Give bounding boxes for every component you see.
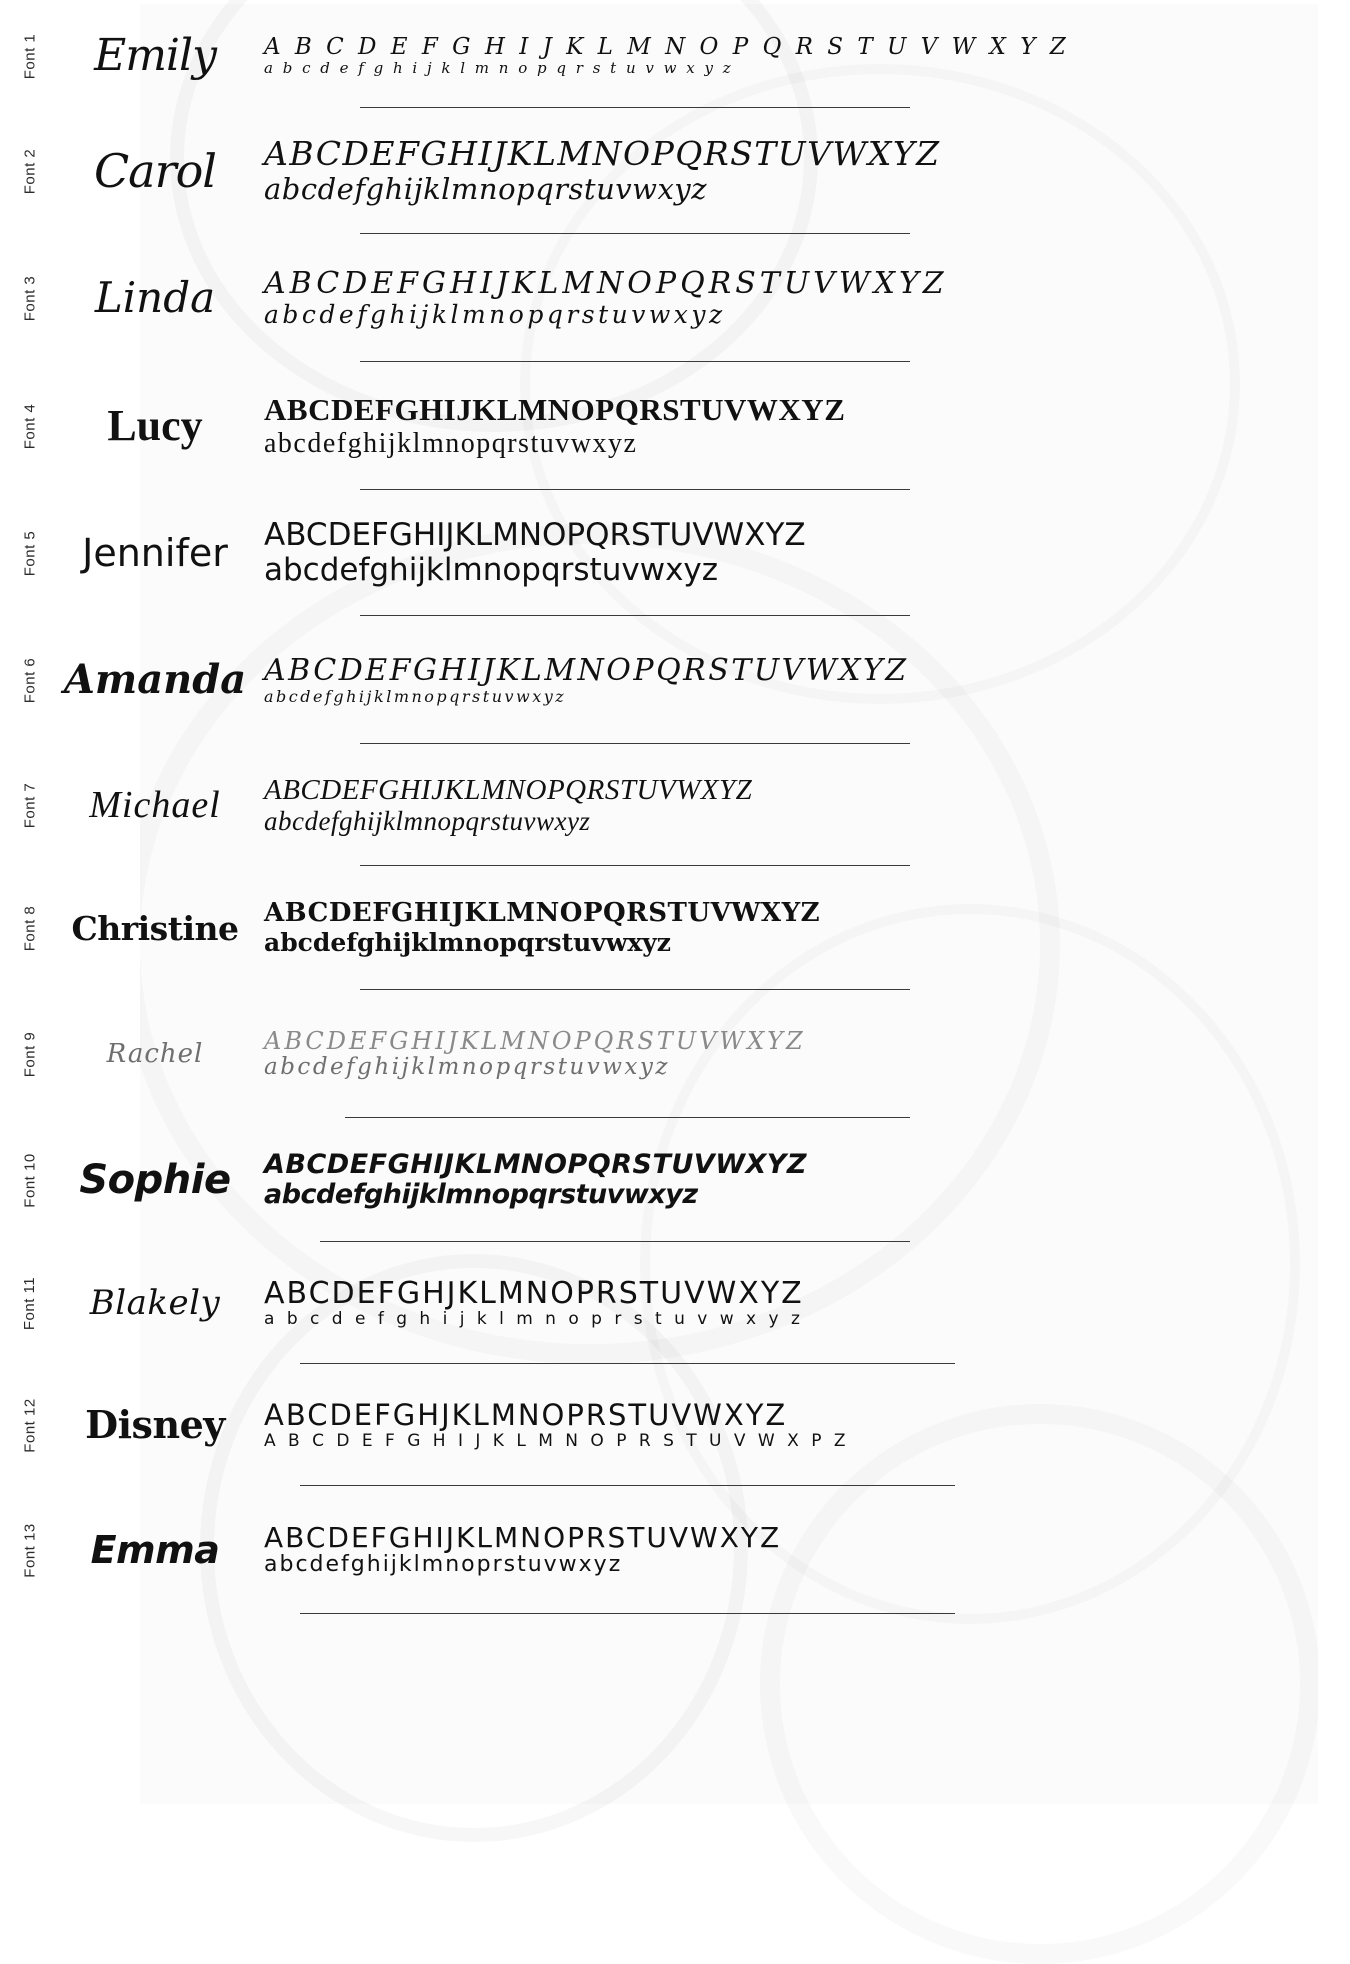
font-index: Font 6 [21, 657, 39, 703]
font-sample-name: Sophie [79, 1157, 231, 1203]
font-row[interactable] [0, 4, 1350, 108]
uppercase-alphabet: ABCDEFGHJKLMNOPRSTUVWXYZ [264, 1399, 788, 1433]
font-sample-name: Linda [94, 273, 216, 322]
font-row[interactable] [0, 1364, 1350, 1486]
font-alphabet-block [250, 1150, 1350, 1210]
font-index: Font 9 [21, 1031, 39, 1077]
lowercase-alphabet: abcdefghijklmnopqrstuvwxyz [264, 686, 567, 706]
font-row[interactable] [0, 108, 1350, 234]
font-index: Font 5 [21, 530, 39, 576]
font-alphabet-block [250, 35, 1350, 78]
font-alphabet-block [250, 1522, 1350, 1578]
font-index: Font 2 [21, 148, 39, 194]
font-sample-name: Blakely [89, 1283, 221, 1323]
font-index: Font 4 [21, 403, 39, 449]
font-row[interactable] [0, 1242, 1350, 1364]
lowercase-alphabet: abcdefghijklmnopqrstuvwxyz [264, 1179, 698, 1210]
font-alphabet-block [250, 654, 1350, 706]
font-row[interactable] [0, 744, 1350, 866]
font-chart-sheet [0, 4, 1350, 1804]
font-alphabet-block [250, 518, 1350, 587]
font-index: Font 12 [21, 1397, 39, 1453]
font-list [0, 4, 1350, 1614]
font-alphabet-block [250, 774, 1350, 837]
row-divider [300, 1613, 955, 1614]
lowercase-alphabet: abcdefghijklmnopqrstuvwxyz [264, 927, 671, 957]
font-sample-name: Lucy [107, 401, 203, 450]
font-row[interactable] [0, 866, 1350, 990]
uppercase-alphabet: ABCDEFGHIJKLMNOPQRSTUVWXYZ [264, 773, 753, 806]
font-sample-name: Rachel [106, 1039, 204, 1069]
lowercase-alphabet: abcdefghijklmnopqrstuvwxyz [264, 299, 726, 329]
font-alphabet-block [250, 267, 1350, 329]
font-row[interactable] [0, 234, 1350, 362]
font-row[interactable] [0, 990, 1350, 1118]
lowercase-alphabet: abcdefghijklmnopqrstuvwxyz [264, 172, 707, 206]
lowercase-alphabet: a b c d e f g h i j k l m n o p q r s t u v w x y z [264, 59, 734, 78]
uppercase-alphabet: ABCDEFGHIJKLMNOPQRSTUVWXYZ [264, 899, 821, 929]
font-alphabet-block [250, 1028, 1350, 1081]
font-index: Font 13 [21, 1522, 39, 1578]
font-alphabet-block [250, 136, 1350, 205]
lowercase-alphabet: abcdefghijklmnoprstuvwxyz [264, 1552, 623, 1578]
font-row[interactable] [0, 1486, 1350, 1614]
font-sample-name: Emma [90, 1528, 220, 1572]
font-row[interactable] [0, 490, 1350, 616]
font-sample-name: Jennifer [82, 531, 228, 575]
font-sample-name: Christine [71, 908, 239, 948]
uppercase-alphabet: ABCDEFGHIJKLMNOPQRSTUVWXYZ [264, 392, 846, 427]
font-sample-name: Emily [94, 30, 216, 81]
font-index: Font 8 [21, 905, 39, 951]
lowercase-alphabet: abcdefghijklmnopqrstuvwxyz [264, 806, 591, 837]
font-row[interactable] [0, 362, 1350, 490]
lowercase-alphabet: abcdefghijklmnopqrstuvwxyz [264, 1053, 671, 1080]
font-index: Font 1 [21, 33, 39, 79]
font-sample-name: Carol [93, 144, 217, 198]
uppercase-alphabet: ABCDEFGHIJKLMNOPQRSTUVWXYZ [264, 267, 948, 302]
uppercase-alphabet: ABCDEFGHIJKLMNOPQRSTUVWXYZ [264, 1149, 807, 1180]
font-alphabet-block [250, 1277, 1350, 1330]
font-row[interactable] [0, 616, 1350, 744]
uppercase-alphabet: ABCDEFGHJKLMNOPRSTUVWXYZ [264, 1276, 804, 1311]
lowercase-alphabet: abcdefghijklmnopqrstuvwxyz [264, 552, 719, 588]
font-sample-name: Disney [85, 1402, 225, 1447]
font-index: Font 11 [21, 1276, 39, 1330]
uppercase-alphabet: A B C D E F G H I J K L M N O P Q R S T U V W X Y Z [264, 34, 1070, 60]
font-row[interactable] [0, 1118, 1350, 1242]
font-index: Font 7 [21, 782, 39, 828]
lowercase-alphabet: a b c d e f g h i j k l m n o p r s t u v w x y z [264, 1309, 804, 1330]
font-alphabet-block [250, 899, 1350, 956]
uppercase-alphabet: ABCDEFGHIJKLMNOPQRSTUVWXYZ [264, 654, 909, 689]
font-index: Font 10 [21, 1152, 39, 1208]
uppercase-alphabet: ABCDEFGHIJKLMNOPRSTUVWXYZ [264, 1522, 782, 1554]
uppercase-alphabet: ABCDEFGHIJKLMNOPQRSTUVWXYZ [264, 1027, 806, 1055]
font-sample-name: Michael [89, 784, 221, 826]
uppercase-alphabet: ABCDEFGHIJKLMNOPQRSTUVWXYZ [264, 136, 941, 174]
uppercase-alphabet: ABCDEFGHIJKLMNOPQRSTUVWXYZ [264, 518, 806, 554]
lowercase-alphabet: A B C D E F G H I J K L M N O P R S T U V W X P Z [264, 1430, 849, 1451]
font-alphabet-block [250, 393, 1350, 459]
font-sample-name: Amanda [63, 656, 247, 703]
font-alphabet-block [250, 1399, 1350, 1451]
lowercase-alphabet: abcdefghijklmnopqrstuvwxyz [264, 427, 638, 459]
font-index: Font 3 [21, 275, 39, 321]
